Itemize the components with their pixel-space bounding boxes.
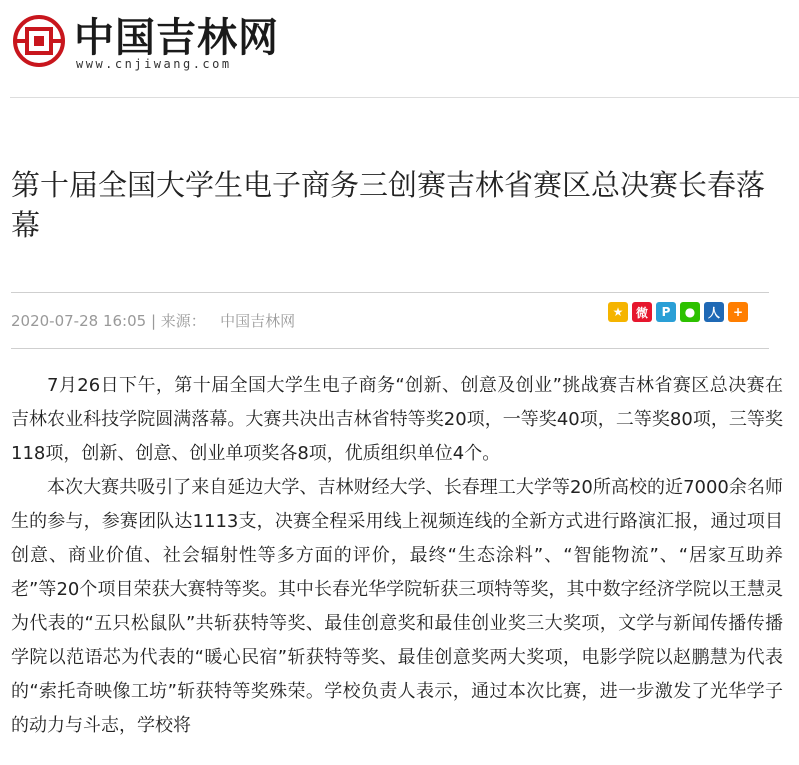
- article-paragraph: 本次大赛共吸引了来自延边大学、吉林财经大学、长春理工大学等20所高校的近7000余名师生的参与，参赛团队达1113支，决赛全程采用线上视频连线的全新方式进行路演汇报，通过项目创意、商业价值、社会辐射性等多方面的评价，最终“生态涂料”、“智能物流”、“居家互助养老”等20个项目荣获大赛特等奖。其中长春光华学院斩获三项特等奖，其中数字经济学院以王慧灵为代表的“五只松鼠队”共斩获特等奖、最佳创意奖和最佳创业奖三大奖项，文学与新闻传播传播学院以范语芯为代表的“暖心民宿”斩获特等奖、最佳创意奖两大奖项，电影学院以赵鹏慧为代表的“索托奇映像工坊”斩获特等奖殊荣。学校负责人表示，通过本次比赛，进一步激发了光华学子的动力与斗志，学校将: [11, 477, 783, 736]
- source-label: 来源：: [160, 312, 206, 330]
- article-title: 第十届全国大学生电子商务三创赛吉林省赛区总决赛长春落幕: [11, 168, 766, 242]
- meta-divider-top: [11, 292, 769, 293]
- article-body: [11, 369, 783, 743]
- wechat-share-icon[interactable]: ●: [680, 302, 700, 322]
- source-name: 中国吉林网: [220, 312, 296, 330]
- weibo-share-icon[interactable]: 微: [632, 302, 652, 322]
- header-divider: [10, 97, 799, 98]
- article-paragraph: 7月26日下午，第十届全国大学生电子商务“创新、创意及创业”挑战赛吉林省赛区总决赛在吉林农业科技学院圆满落幕。大赛共决出吉林省特等奖20项，一等奖40项，二等奖80项，三等奖118项，创新、创意、创业单项奖各8项，优质组织单位4个。: [11, 375, 783, 464]
- share-toolbar: [608, 302, 748, 322]
- meta-divider-bottom: [11, 348, 769, 349]
- site-url[interactable]: www.cnjiwang.com: [76, 57, 232, 71]
- publish-date: 2020-07-28 16:05: [11, 312, 147, 330]
- qzone-share-icon[interactable]: ★: [608, 302, 628, 322]
- more-share-icon[interactable]: +: [728, 302, 748, 322]
- meta-separator: |: [146, 312, 161, 330]
- site-logo-icon[interactable]: [12, 14, 66, 68]
- renren-share-icon[interactable]: 人: [704, 302, 724, 322]
- site-name[interactable]: 中国吉林网: [74, 14, 279, 61]
- site-header: [0, 0, 799, 100]
- article-meta: [11, 310, 295, 331]
- tencent-weibo-share-icon[interactable]: P: [656, 302, 676, 322]
